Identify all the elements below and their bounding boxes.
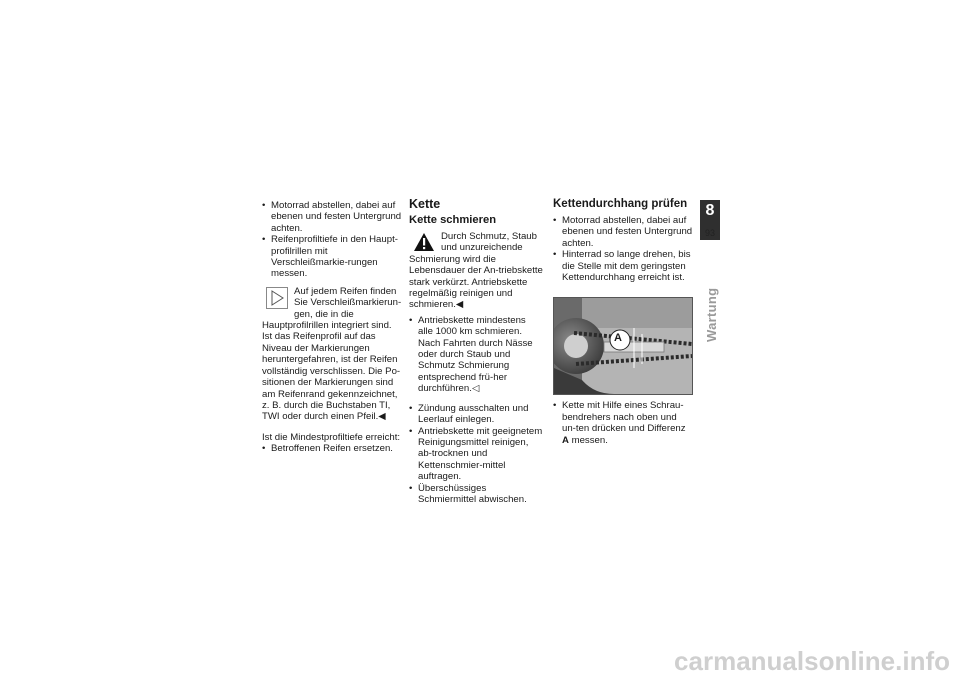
column-chain-lube xyxy=(409,197,543,505)
list-item: • Motorrad abstellen, dabei auf ebenen und festen Untergrund achten. xyxy=(262,200,404,234)
column-tires xyxy=(262,200,404,455)
chain-illustration xyxy=(554,298,692,394)
continue-mark-icon: ◁ xyxy=(471,383,480,395)
end-mark-icon: ◀ xyxy=(378,411,386,423)
paragraph: Ist die Mindestprofiltiefe erreicht: xyxy=(262,431,401,443)
section-heading: Kette xyxy=(409,197,441,211)
slack-steps-list xyxy=(553,215,693,283)
warning-icon xyxy=(413,232,435,252)
subsection-heading: Kette schmieren xyxy=(409,214,497,226)
end-mark-icon: ◀ xyxy=(455,299,464,311)
section-side-label: Wartung xyxy=(704,287,719,342)
list-item: • Zündung ausschalten und Leerlauf einlegen. xyxy=(409,403,543,426)
chain-photo xyxy=(553,297,693,395)
photo-callout-label: A xyxy=(614,332,622,345)
list-item: • Überschüssiges Schmiermittel abwischen. xyxy=(409,483,543,506)
list-item: • Betroffenen Reifen ersetzen. xyxy=(262,443,404,454)
watermark: carmanualsonline.info xyxy=(674,646,950,676)
list-item: • Reifenprofiltiefe in den Haupt-profilrillen mit Verschleißmarkie-rungen messen. xyxy=(262,234,404,280)
chapter-number: 8 xyxy=(705,202,715,219)
list-item-text-end: messen. xyxy=(571,434,608,446)
warning-note xyxy=(409,231,543,311)
list-item-text: Antriebskette mindestens alle 1000 km schmieren. Nach Fahrten durch Nässe oder durch Staub und Schmutz Schmierung entsprechend frü-her durchführen. xyxy=(418,314,533,395)
info-triangle-icon xyxy=(266,287,288,309)
measure-list xyxy=(553,400,693,446)
note-text: Auf jedem Reifen finden Sie Verschleißmarkierun-gen, die in die Hauptprofilrillen integriert sind. Ist das Reifenprofil auf das Niveau der Markierungen heruntergefahren, ist der Reifen vollständig verschlissen. Die Po-sitionen der Markierungen sind am Reifenrand gekennzeichnet, z. B. durch die Buchstaben TI, TWI oder durch einen Pfeil. xyxy=(262,285,402,423)
warning-text: Durch Schmutz, Staub und unzureichende Schmierung wird die Lebensdauer der An-triebskette stark verkürzt. Antriebskette regelmäßig reinigen und schmieren. xyxy=(409,231,543,311)
lube-interval-list xyxy=(409,315,543,395)
column-chain-slack xyxy=(553,198,693,446)
list-item: • Motorrad abstellen, dabei auf ebenen und festen Untergrund achten. xyxy=(553,215,693,249)
list-item-text: Kette mit Hilfe eines Schrau-bendrehers nach oben und un-ten drücken und Differenz xyxy=(562,400,686,435)
list-item: • Hinterrad so lange drehen, bis die Stelle mit dem geringsten Kettendurchhang erreicht ist. xyxy=(553,249,693,283)
info-note xyxy=(262,286,404,423)
callout-reference: A xyxy=(562,434,569,446)
list-item xyxy=(409,315,543,395)
lube-steps-list xyxy=(409,403,543,506)
list-item xyxy=(553,400,693,446)
section-heading: Kettendurchhang prüfen xyxy=(553,198,688,210)
list-item: • Antriebskette mit geeignetem Reinigungsmittel reinigen, ab-trocknen und Kettenschmier-mittel auftragen. xyxy=(409,426,543,483)
replace-list xyxy=(262,443,404,454)
tire-steps-list xyxy=(262,200,404,280)
page-number: 93 xyxy=(704,228,715,238)
